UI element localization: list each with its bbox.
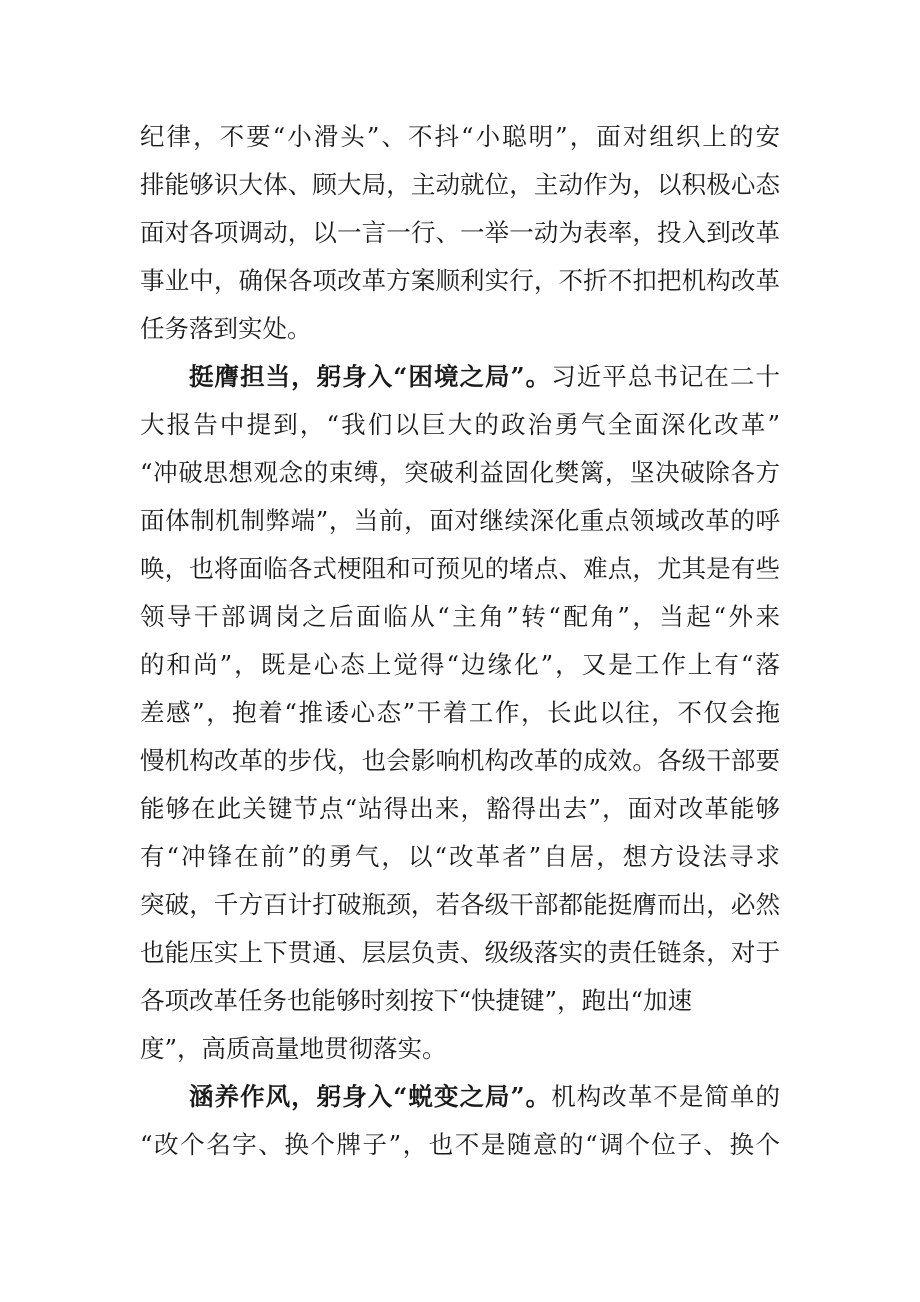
paragraph-2-line-3: “冲破思想观念的束缚，突破利益固化樊篱，坚决破除各方 [140,458,780,487]
paragraph-3-heading: 涵养作风，躬身入“蜕变之局”。 [189,1082,552,1111]
paragraph-2-line-7: 的和尚”，既是心态上觉得“边缘化”，又是工作上有“落 [140,650,780,679]
paragraph-1-line-3: 面对各项调动，以一言一行、一举一动为表率，投入到改革 [140,218,780,247]
paragraph-2-line-5: 唤，也将面临各式梗阻和可预见的堵点、难点，尤其是有些 [140,554,780,583]
paragraph-2-line-2: 大报告中提到，“我们以巨大的政治勇气全面深化改革” [140,410,780,439]
paragraph-2-line-8: 差感”，抱着“推诿心态”干着工作，长此以往，不仅会拖 [140,698,780,727]
paragraph-3-line-1 [140,1073,780,1121]
paragraph-3-line-2: “改个名字、换个牌子”，也不是随意的“调个位子、换个 [140,1130,780,1159]
paragraph-2-line-11: 有“冲锋在前”的勇气，以“改革者”自居，想方设法寻求 [140,842,780,871]
paragraph-2-line-15: 度”，高质高量地贯彻落实。 [140,1034,447,1063]
paragraph-2-line-4: 面体制机制弊端”，当前，面对继续深化重点领域改革的呼 [140,506,780,535]
paragraph-1-line-5: 任务落到实处。 [140,314,312,343]
paragraph-1-line-2: 排能够识大体、顾大局，主动就位，主动作为，以积极心态 [140,170,780,199]
paragraph-2-heading: 挺膺担当，躬身入“困境之局”。 [189,362,552,391]
paragraph-1-line-4: 事业中，确保各项改革方案顺利实行，不折不扣把机构改革 [140,266,780,295]
document-body [140,113,780,1169]
paragraph-2-line-9: 慢机构改革的步伐，也会影响机构改革的成效。各级干部要 [140,746,780,775]
paragraph-2-line-6: 领导干部调岗之后面临从“主角”转“配角”，当起“外来 [140,602,780,631]
paragraph-2-line-13: 也能压实上下贯通、层层负责、级级落实的责任链条，对于 [140,938,780,967]
paragraph-2-first-line-text: 习近平总书记在二十 [551,362,781,391]
paragraph-2-line-12: 突破，千方百计打破瓶颈，若各级干部都能挺膺而出，必然 [140,890,780,919]
paragraph-2-line-10: 能够在此关键节点“站得出来，豁得出去”，面对改革能够 [140,794,780,823]
paragraph-2-line-14: 各项改革任务也能够时刻按下“快捷键”，跑出“加速 [140,986,693,1015]
paragraph-2-line-1 [140,353,780,401]
paragraph-3-first-line-text: 机构改革不是简单的 [551,1082,781,1111]
paragraph-1-line-1: 纪律，不要“小滑头”、不抖“小聪明”，面对组织上的安 [140,122,780,151]
